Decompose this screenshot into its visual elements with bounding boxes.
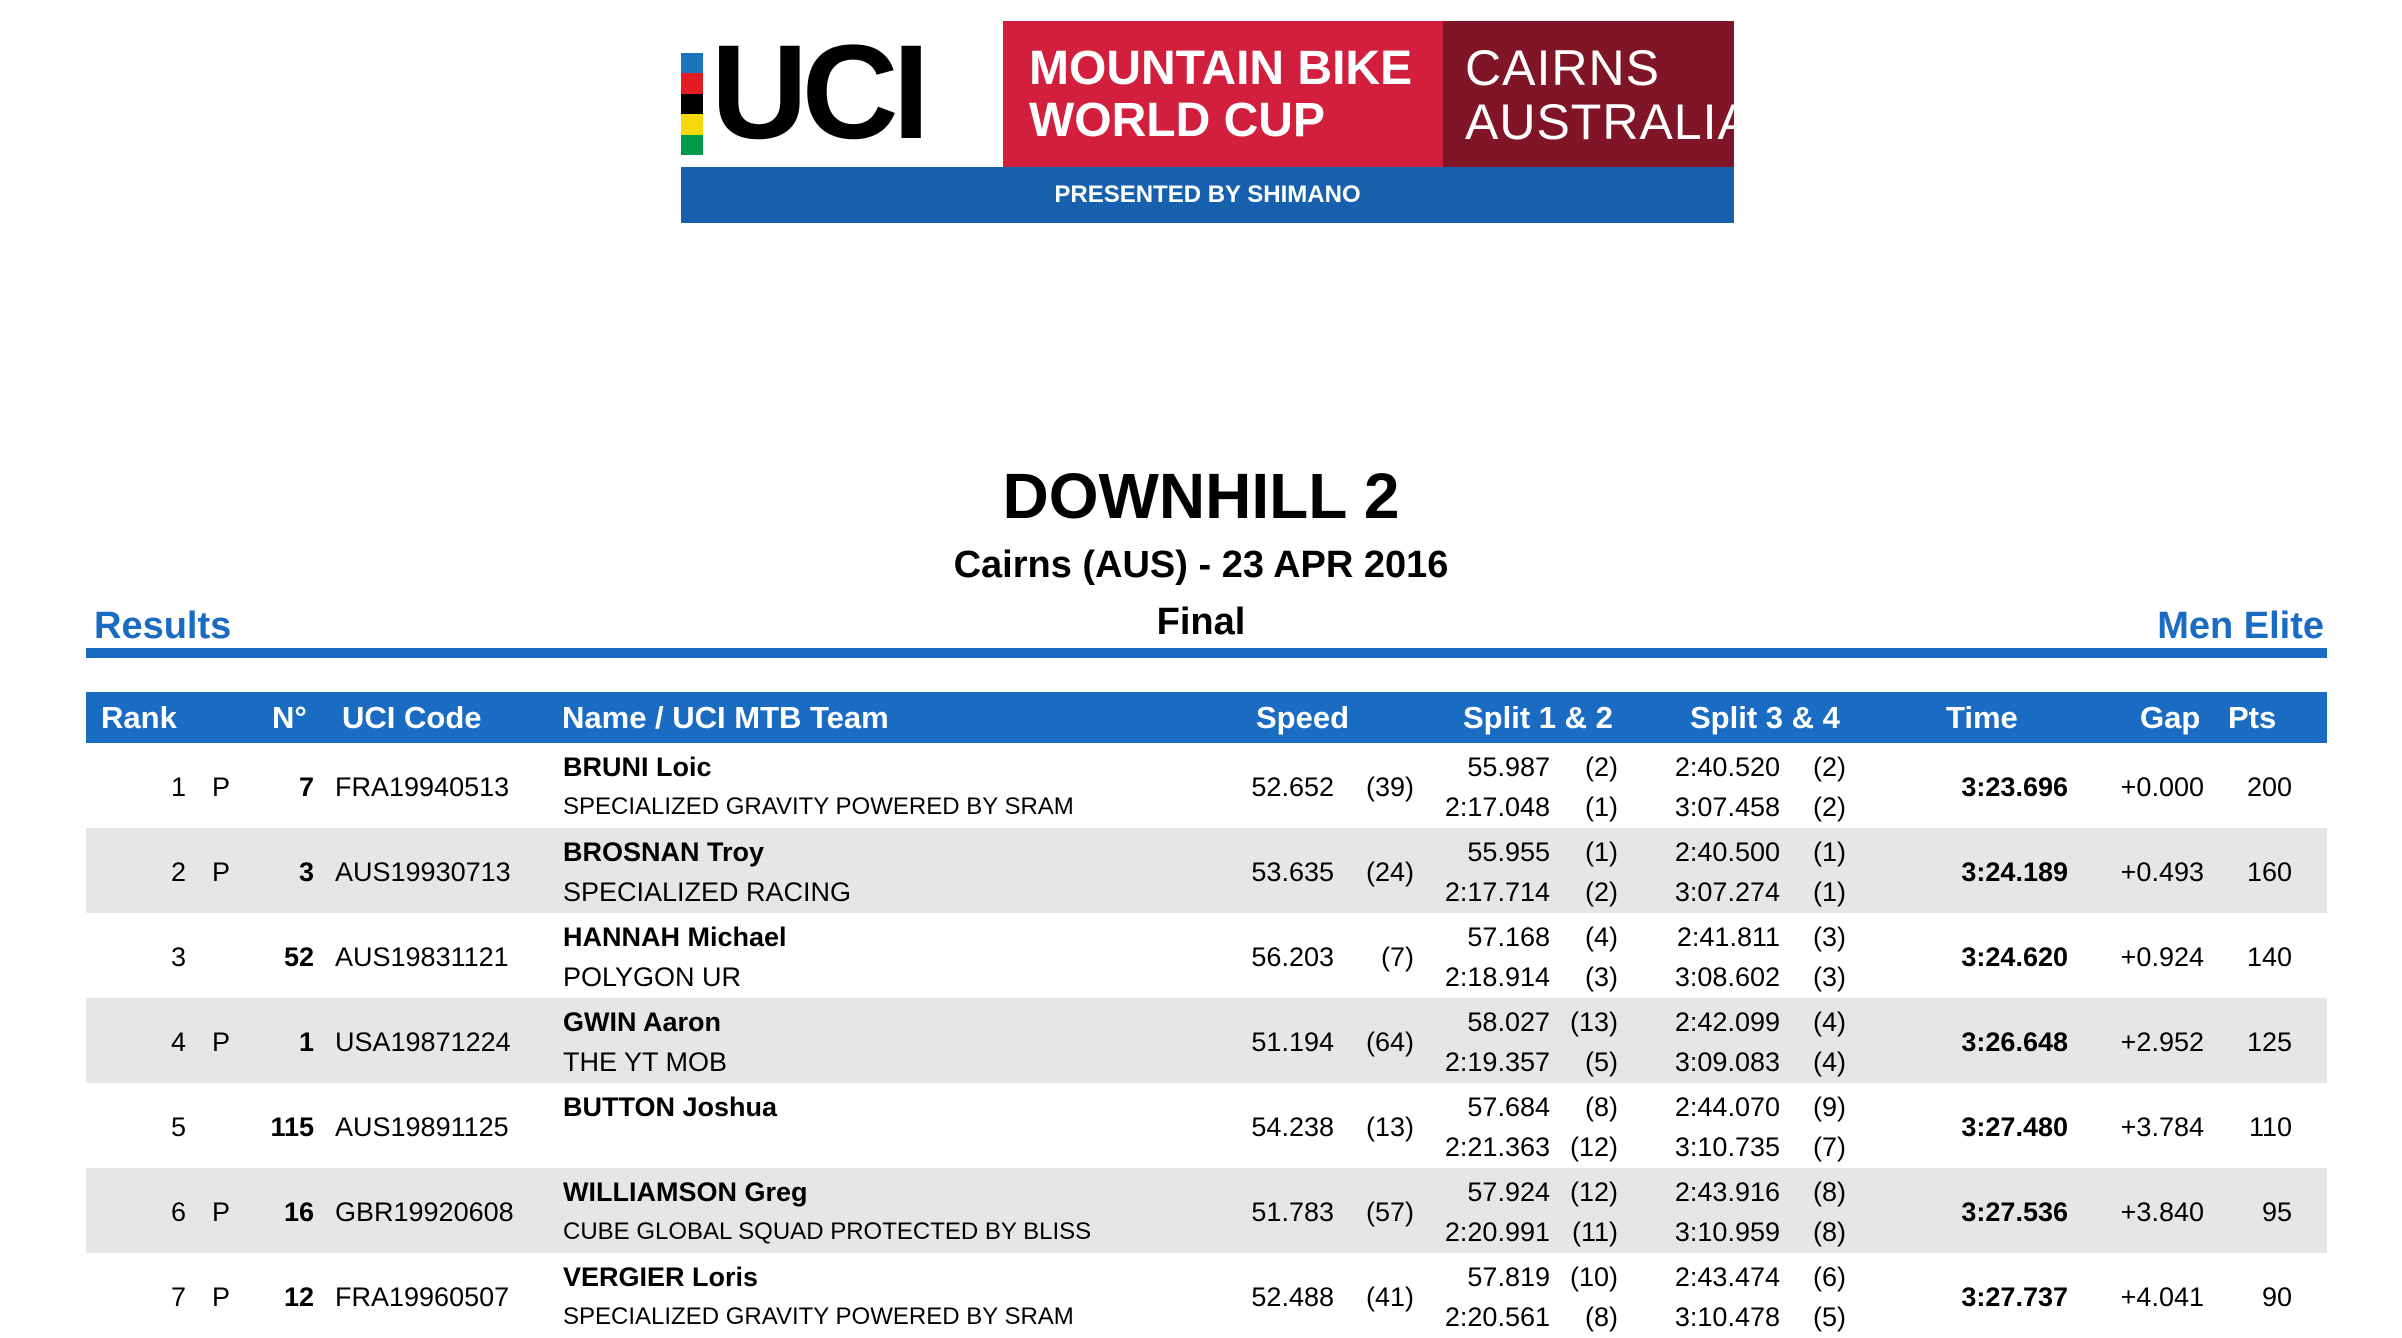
speed-rank: (7) <box>1381 942 1414 972</box>
series-panel <box>1003 21 1443 167</box>
rider-name: HANNAH Michael <box>563 922 787 952</box>
rank: 6 <box>170 1197 186 1227</box>
split3-rank: (4) <box>1813 1007 1846 1037</box>
speed: 51.783 <box>1251 1197 1334 1227</box>
bib-number: 3 <box>298 857 314 887</box>
points: 200 <box>2246 772 2292 802</box>
speed: 52.488 <box>1251 1282 1334 1312</box>
table-row <box>86 913 2327 998</box>
location-line-1: CAIRNS <box>1465 40 1660 96</box>
presented-by: PRESENTED BY SHIMANO <box>681 167 1734 223</box>
split1: 55.987 <box>1467 752 1550 782</box>
bib-number: 16 <box>283 1197 314 1227</box>
split4: 3:08.602 <box>1674 962 1780 992</box>
split3: 2:41.811 <box>1676 922 1780 952</box>
speed: 53.635 <box>1251 857 1334 887</box>
split1: 57.819 <box>1467 1262 1550 1292</box>
team-name: THE YT MOB <box>563 1047 728 1077</box>
gap: +0.000 <box>2120 772 2204 802</box>
header-uci-code: UCI Code <box>342 700 482 735</box>
bib-number: 1 <box>298 1027 314 1057</box>
header-split12: Split 1 & 2 <box>1463 700 1613 735</box>
uci-logo <box>681 18 1003 167</box>
finish-time: 3:24.620 <box>1961 942 2068 972</box>
speed: 51.194 <box>1251 1027 1334 1057</box>
rank: 1 <box>170 772 186 802</box>
finish-time: 3:27.737 <box>1961 1282 2068 1312</box>
split4-rank: (3) <box>1813 962 1846 992</box>
rank: 4 <box>170 1027 186 1057</box>
split2: 2:21.363 <box>1444 1132 1550 1162</box>
header-number: N° <box>272 700 307 735</box>
gap: +2.952 <box>2120 1027 2204 1057</box>
p-flag: P <box>212 1282 231 1312</box>
split4-rank: (5) <box>1813 1302 1846 1332</box>
speed: 54.238 <box>1251 1112 1334 1142</box>
rider-name: GWIN Aaron <box>563 1007 721 1037</box>
table-row <box>86 1083 2327 1168</box>
split1: 57.924 <box>1467 1177 1550 1207</box>
split4: 3:07.458 <box>1674 792 1780 822</box>
split4-rank: (7) <box>1813 1132 1846 1162</box>
uci-code: FRA19960507 <box>335 1282 510 1312</box>
split1: 57.684 <box>1467 1092 1550 1122</box>
split3-rank: (1) <box>1813 837 1846 867</box>
split2: 2:20.561 <box>1444 1302 1550 1332</box>
results-label: Results <box>94 605 232 647</box>
speed-rank: (41) <box>1365 1282 1414 1312</box>
gap: +3.840 <box>2120 1197 2204 1227</box>
category-label: Men Elite <box>2157 605 2324 647</box>
split1: 57.168 <box>1467 922 1550 952</box>
p-flag: P <box>212 857 231 887</box>
points: 140 <box>2246 942 2292 972</box>
finish-time: 3:27.480 <box>1961 1112 2068 1142</box>
finish-time: 3:26.648 <box>1961 1027 2068 1057</box>
rider-name: BROSNAN Troy <box>563 837 765 867</box>
finish-time: 3:24.189 <box>1961 857 2068 887</box>
speed-rank: (39) <box>1365 772 1414 802</box>
split4: 3:09.083 <box>1674 1047 1780 1077</box>
uci-logo-text: UCI <box>711 18 924 167</box>
results-table-header <box>86 692 2327 743</box>
uci-code: FRA19940513 <box>335 772 510 802</box>
points: 160 <box>2246 857 2292 887</box>
split2-rank: (12) <box>1569 1132 1618 1162</box>
gap: +4.041 <box>2120 1282 2204 1312</box>
bib-number: 7 <box>298 772 314 802</box>
split3: 2:40.520 <box>1674 752 1780 782</box>
split4: 3:10.959 <box>1674 1217 1780 1247</box>
location-line-2: AUSTRALIA <box>1465 94 1752 150</box>
team-name: SPECIALIZED GRAVITY POWERED BY SRAM <box>563 1303 1074 1330</box>
speed: 52.652 <box>1251 772 1334 802</box>
split4: 3:07.274 <box>1674 877 1780 907</box>
split1: 58.027 <box>1467 1007 1550 1037</box>
uci-code: GBR19920608 <box>335 1197 514 1227</box>
rider-name: VERGIER Loris <box>563 1262 759 1292</box>
header-name-team: Name / UCI MTB Team <box>562 700 889 735</box>
split1-rank: (12) <box>1569 1177 1618 1207</box>
bib-number: 12 <box>283 1282 314 1312</box>
split1-rank: (4) <box>1585 922 1618 952</box>
split2: 2:18.914 <box>1444 962 1550 992</box>
split1-rank: (10) <box>1569 1262 1618 1292</box>
gap: +0.924 <box>2120 942 2204 972</box>
table-row <box>86 743 2327 828</box>
split2-rank: (5) <box>1585 1047 1618 1077</box>
rank: 3 <box>170 942 186 972</box>
points: 125 <box>2246 1027 2292 1057</box>
stripe <box>681 73 703 93</box>
split2: 2:17.714 <box>1444 877 1550 907</box>
split3: 2:44.070 <box>1674 1092 1780 1122</box>
finish-time: 3:23.696 <box>1961 772 2068 802</box>
split3-rank: (8) <box>1813 1177 1846 1207</box>
header-pts: Pts <box>2228 700 2277 735</box>
split4: 3:10.735 <box>1674 1132 1780 1162</box>
table-row <box>86 828 2327 913</box>
stripe <box>681 94 703 114</box>
speed-rank: (57) <box>1365 1197 1414 1227</box>
table-row <box>86 1253 2327 1338</box>
speed-rank: (24) <box>1365 857 1414 887</box>
team-name: SPECIALIZED GRAVITY POWERED BY SRAM <box>563 793 1074 820</box>
location-panel <box>1443 21 1752 167</box>
split1-rank: (2) <box>1585 752 1618 782</box>
series-line-1: MOUNTAIN BIKE <box>1029 42 1413 95</box>
rider-name: BUTTON Joshua <box>563 1092 778 1122</box>
stripe <box>681 53 703 73</box>
split1-rank: (13) <box>1569 1007 1618 1037</box>
p-flag: P <box>212 1197 231 1227</box>
header-speed: Speed <box>1256 700 1350 735</box>
uci-code: AUS19891125 <box>335 1112 509 1142</box>
split3-rank: (9) <box>1813 1092 1846 1122</box>
header-split34: Split 3 & 4 <box>1690 700 1840 735</box>
split2-rank: (1) <box>1585 792 1618 822</box>
split2-rank: (11) <box>1571 1217 1618 1247</box>
speed-rank: (13) <box>1365 1112 1414 1142</box>
split3: 2:43.916 <box>1674 1177 1780 1207</box>
p-flag: P <box>212 772 231 802</box>
header-gap: Gap <box>2140 700 2201 735</box>
split4-rank: (8) <box>1813 1217 1846 1247</box>
event-round: Final <box>1156 601 1246 643</box>
speed: 56.203 <box>1251 942 1334 972</box>
rank: 5 <box>170 1112 186 1142</box>
split3: 2:42.099 <box>1674 1007 1780 1037</box>
p-flag: P <box>212 1027 231 1057</box>
uci-code: AUS19831121 <box>335 942 509 972</box>
speed-rank: (64) <box>1365 1027 1414 1057</box>
rider-name: WILLIAMSON Greg <box>563 1177 808 1207</box>
split3-rank: (2) <box>1813 752 1846 782</box>
header-time: Time <box>1946 700 2018 735</box>
split4: 3:10.478 <box>1674 1302 1780 1332</box>
event-banner <box>681 18 1752 223</box>
event-title: DOWNHILL 2 <box>1002 460 1400 532</box>
stripe <box>681 135 703 155</box>
split2: 2:17.048 <box>1444 792 1550 822</box>
split2-rank: (8) <box>1585 1302 1618 1332</box>
points: 90 <box>2261 1282 2292 1312</box>
event-subtitle: Cairns (AUS) - 23 APR 2016 <box>953 544 1449 586</box>
split1-rank: (8) <box>1585 1092 1618 1122</box>
split3: 2:40.500 <box>1674 837 1780 867</box>
split3-rank: (3) <box>1813 922 1846 952</box>
gap: +3.784 <box>2120 1112 2204 1142</box>
header-rank: Rank <box>101 700 177 735</box>
stripe <box>681 114 703 134</box>
split4-rank: (2) <box>1813 792 1846 822</box>
split2-rank: (2) <box>1585 877 1618 907</box>
uci-code: USA19871224 <box>335 1027 511 1057</box>
rainbow-stripes-icon <box>681 53 703 155</box>
rider-name: BRUNI Loic <box>563 752 712 782</box>
points: 95 <box>2261 1197 2292 1227</box>
team-name: SPECIALIZED RACING <box>563 877 852 907</box>
split4-rank: (4) <box>1813 1047 1846 1077</box>
bib-number: 52 <box>283 942 314 972</box>
divider <box>86 648 2327 658</box>
table-row <box>86 1168 2327 1253</box>
gap: +0.493 <box>2120 857 2204 887</box>
rank: 2 <box>170 857 186 887</box>
bib-number: 115 <box>270 1112 314 1142</box>
series-line-2: WORLD CUP <box>1029 94 1325 147</box>
rank: 7 <box>170 1282 186 1312</box>
split2: 2:19.357 <box>1444 1047 1550 1077</box>
split2: 2:20.991 <box>1444 1217 1550 1247</box>
team-name: POLYGON UR <box>563 962 742 992</box>
team-name: CUBE GLOBAL SQUAD PROTECTED BY BLISS <box>563 1218 1092 1245</box>
split1-rank: (1) <box>1585 837 1618 867</box>
split3: 2:43.474 <box>1674 1262 1780 1292</box>
split1: 55.955 <box>1467 837 1550 867</box>
uci-code: AUS19930713 <box>335 857 511 887</box>
finish-time: 3:27.536 <box>1961 1197 2068 1227</box>
split2-rank: (3) <box>1585 962 1618 992</box>
points: 110 <box>2248 1112 2292 1142</box>
split3-rank: (6) <box>1813 1262 1846 1292</box>
table-row <box>86 998 2327 1083</box>
split4-rank: (1) <box>1813 877 1846 907</box>
